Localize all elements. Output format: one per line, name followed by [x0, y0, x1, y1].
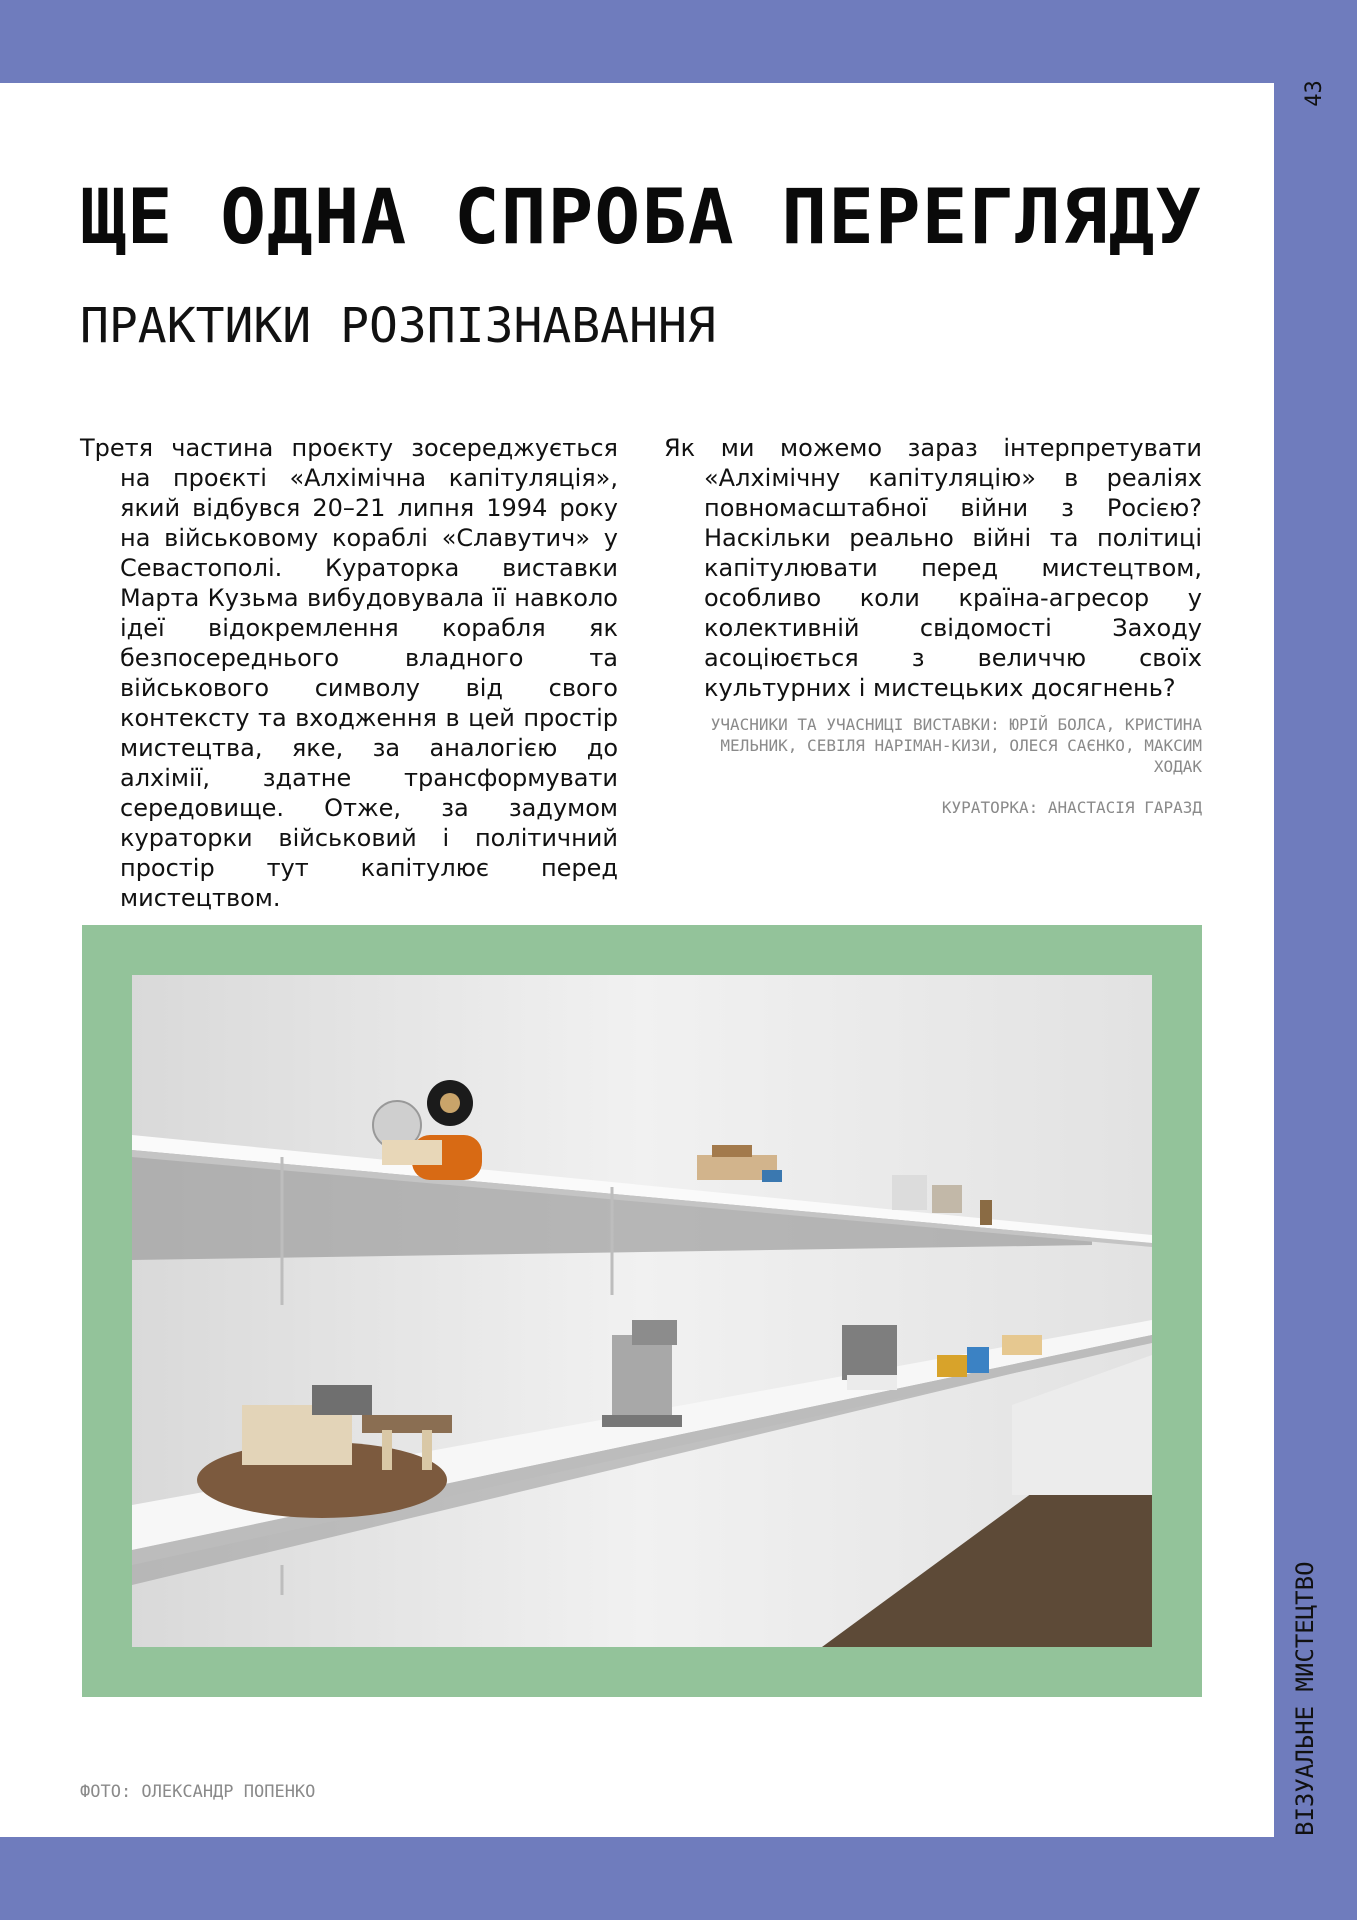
- exhibition-photo: [132, 975, 1152, 1647]
- sculpture-grey-structure-object: [602, 1320, 682, 1427]
- section-label: ВІЗУАЛЬНЕ МИСТЕЦТВО: [1291, 1561, 1319, 1836]
- text-column-left: [80, 433, 618, 913]
- participants-credit: УЧАСНИКИ ТА УЧАСНИЦІ ВИСТАВКИ: ЮРІЙ БОЛСА, КРИСТИНА МЕЛЬНИК, СЕВІЛЯ НАРІМАН-КИЗИ, ОЛЕСЯ САЄНКО, МАКСИМ ХОДАК: [710, 715, 1202, 776]
- paragraph-right: Як ми можемо зараз інтерпретувати «Алхімічну капітуляцію» в реаліях повномасштабної війни з Росією? Наскільки реально війні та політиці капітулювати перед мистецтвом, особливо коли країна-агресор у колективній свідомості Заходу асоціюється з величчю своїх культурних і мистецьких досягнень?: [664, 434, 1202, 702]
- text-column-right: [664, 433, 1202, 703]
- article-title: ЩЕ ОДНА СПРОБА ПЕРЕГЛЯДУ: [80, 172, 1203, 261]
- sculpture-machine-object: [842, 1325, 897, 1390]
- curator-credit: КУРАТОРКА: АНАСТАСІЯ ГАРАЗД: [941, 798, 1202, 817]
- photo-frame: [82, 925, 1202, 1697]
- top-color-band: [0, 0, 1357, 83]
- article-subtitle: ПРАКТИКИ РОЗПІЗНАВАННЯ: [80, 298, 716, 354]
- bottom-color-band: [0, 1837, 1357, 1920]
- photo-credit: ФОТО: ОЛЕКСАНДР ПОПЕНКО: [80, 1782, 316, 1802]
- page-number: 43: [1302, 80, 1327, 107]
- paragraph-left: Третя частина проєкту зосереджується на проєкті «Алхімічна капітуляція», який відбувся 20–21 липня 1994 року на військовому кораблі «Славутич» у Севастополі. Кураторка виставки Марта Кузьма вибудовувала її навколо ідеї відокремлення корабля як безпосереднього владного та військового символу від свого контексту та входження в цей простір мистецтва, яке, за аналогією до алхімії, здатне трансформувати середовище. Отже, за задумом кураторки військовий і політичний простір тут капітулює перед мистецтвом.: [80, 434, 618, 912]
- exhibition-credits: [664, 714, 1202, 838]
- exhibition-photo-illustration: [132, 975, 1152, 1647]
